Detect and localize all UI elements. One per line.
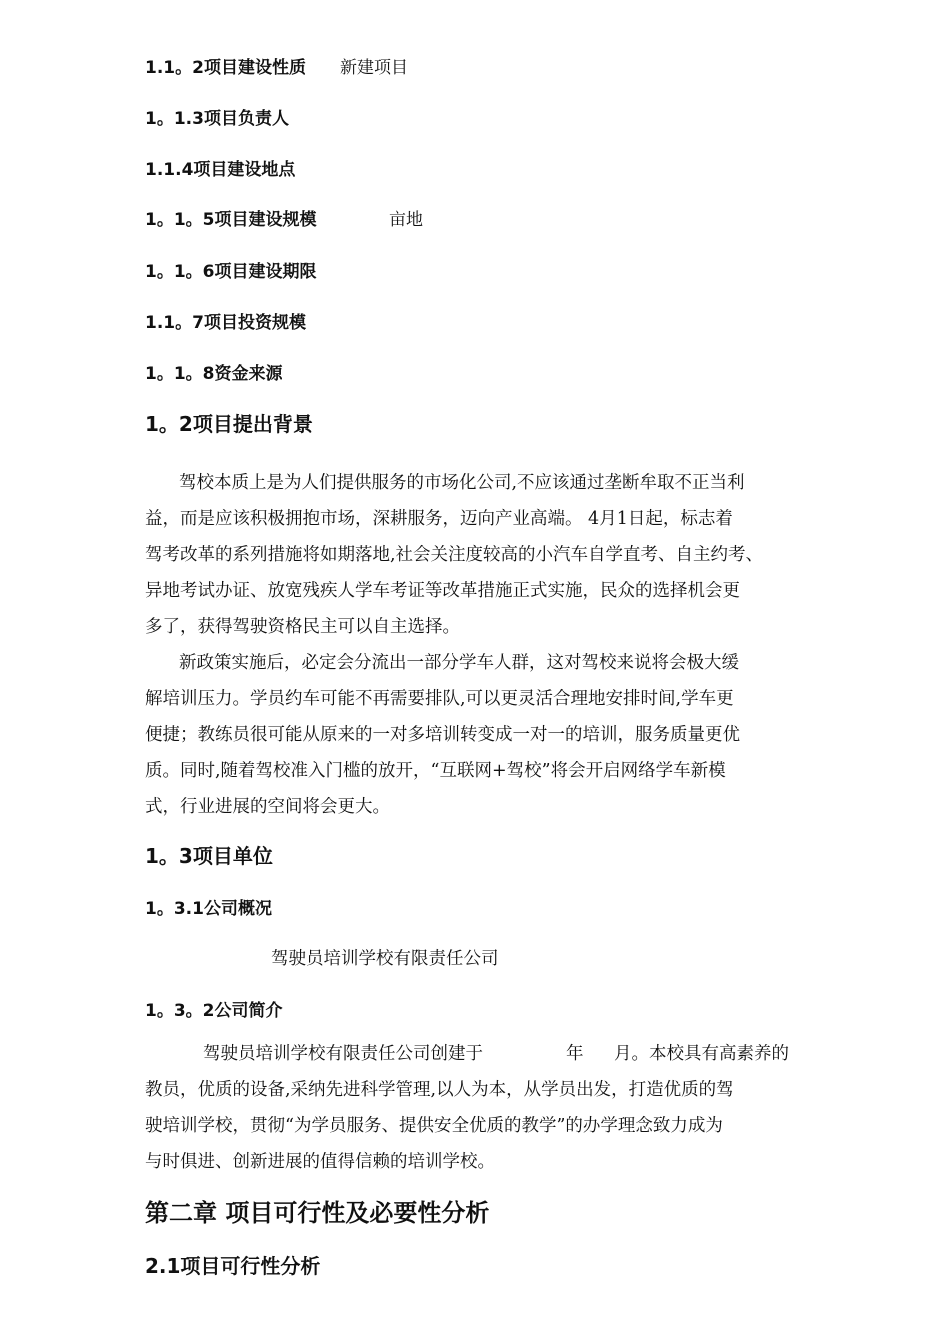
paragraph-line: 驶培训学校，贯彻“为学员服务、提供安全优质的教学”的办学理念致力成为 [145,1116,723,1136]
paragraph-line: 解培训压力。学员约车可能不再需要排队,可以更灵活合理地安排时间,学车更 [145,689,734,709]
item-project-leader: 1。1.3项目负责人 [145,109,289,129]
subheading-company-intro: 1。3。2公司简介 [145,1001,283,1021]
section-heading-feasibility: 2.1项目可行性分析 [145,1254,321,1278]
company-name: 驾驶员培训学校有限责任公司 [271,949,499,969]
paragraph-line: 驾考改革的系列措施将如期落地,社会关注度较高的小汽车自学直考、自主约考、 [145,545,764,565]
item-construction-period: 1。1。6项目建设期限 [145,262,317,282]
section-heading-background: 1。2项目提出背景 [145,412,313,436]
item-value-construction-nature: 新建项目 [340,58,408,78]
item-construction-scale: 1。1。5项目建设规模 [145,210,317,230]
item-investment-scale: 1.1。7项目投资规模 [145,313,306,333]
paragraph-line: 月。本校具有高素养的 [614,1044,789,1064]
item-value-construction-scale: 亩地 [389,210,423,230]
paragraph-line: 新政策实施后，必定会分流出一部分学车人群，这对驾校来说将会极大缓 [179,653,739,673]
paragraph-line: 与时俱进、创新进展的值得信赖的培训学校。 [145,1152,495,1172]
paragraph-line: 便捷；教练员很可能从原来的一对多培训转变成一对一的培训，服务质量更优 [145,725,740,745]
chapter-heading: 第二章 项目可行性及必要性分析 [145,1199,490,1227]
item-funding-source: 1。1。8资金来源 [145,364,283,384]
subheading-company-overview: 1。3.1公司概况 [145,899,272,919]
paragraph-line: 教员，优质的设备,采纳先进科学管理,以人为本，从学员出发，打造优质的驾 [145,1080,734,1100]
item-label: 1.1。2项目建设性质 [145,58,306,78]
paragraph-line: 异地考试办证、放宽残疾人学车考证等改革措施正式实施，民众的选择机会更 [145,581,740,601]
paragraph-line: 驾校本质上是为人们提供服务的市场化公司,不应该通过垄断牟取不正当利 [179,473,745,493]
paragraph-line: 驾驶员培训学校有限责任公司创建于 [203,1044,483,1064]
paragraph-line-year: 年 [566,1044,584,1064]
paragraph-line: 质。同时,随着驾校准入门槛的放开，“互联网+驾校”将会开启网络学车新模 [145,761,726,781]
paragraph-line: 益，而是应该积极拥抱市场，深耕服务，迈向产业高端。 4月1日起，标志着 [145,509,733,529]
item-construction-nature [145,57,306,79]
paragraph-line: 式，行业进展的空间将会更大。 [145,797,390,817]
paragraph-line: 多了，获得驾驶资格民主可以自主选择。 [145,617,460,637]
section-heading-unit: 1。3项目单位 [145,844,273,868]
item-construction-site: 1.1.4项目建设地点 [145,160,296,180]
